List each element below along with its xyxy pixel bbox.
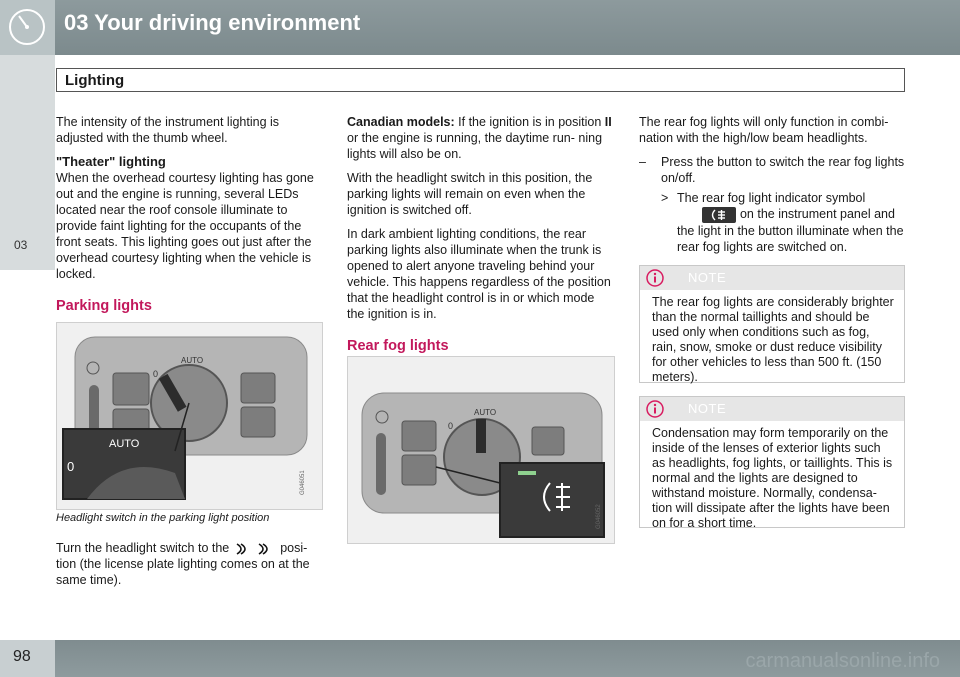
parking-light-symbol-icon: [233, 542, 277, 556]
parking-remain-text: With the headlight switch in this position, the parking lights will remain on even when the ignition is switched off.: [347, 171, 593, 217]
rear-fog-figure: [347, 356, 615, 544]
fog-function-text: The rear fog lights will only function in combi- nation with the high/low beam headlights.: [639, 115, 889, 145]
instrument-lighting-text: The intensity of the instrument lighting is adjusted with the thumb wheel.: [56, 115, 280, 145]
info-icon: [646, 269, 664, 287]
column-1: [56, 114, 324, 314]
fog-result-text: [677, 190, 907, 255]
parking-light-figure: [56, 322, 323, 510]
fog-step-text: Press the button to switch the rear fog lights on/off.: [661, 155, 905, 185]
chapter-icon-box: [0, 0, 55, 55]
parking-instruction-b: posi-: [280, 541, 308, 555]
section-header: [56, 68, 905, 92]
step-dash: –: [639, 155, 646, 169]
figure-zero-label: 0: [67, 459, 75, 474]
parking-instruction-c: tion (the license plate lighting comes on at the same time).: [56, 557, 310, 587]
figure-auto-label: AUTO: [109, 438, 140, 450]
parking-instruction-a: Turn the headlight switch to the: [56, 541, 230, 555]
note-header: [640, 397, 904, 421]
rear-parking-text: In dark ambient lighting conditions, the rear parking lights also illuminate when the trunk is opened to alert anyone traveling behind your vehicle. This happens regardless of the position that the headlight control is in or which mode the ignition is in.: [347, 227, 611, 321]
result-arrow: >: [661, 191, 669, 205]
side-tab-label: 03: [14, 238, 28, 252]
figure-code: G046051: [300, 470, 306, 495]
fog-result-text-a: The rear fog light indicator symbol: [677, 191, 866, 205]
canadian-models-text: [347, 114, 615, 162]
canadian-label: Canadian models:: [347, 115, 455, 129]
note-header: [640, 266, 904, 290]
column-3: [639, 114, 907, 255]
rear-fog-heading: Rear fog lights: [347, 338, 449, 354]
ignition-position-label: II: [604, 115, 612, 129]
parking-instruction: [56, 540, 324, 588]
page-number: 98: [13, 648, 31, 665]
fog-figure-code: G046052: [596, 504, 602, 529]
figure-caption: Headlight switch in the parking light position: [56, 512, 270, 524]
watermark: carmanualsonline.info: [745, 650, 940, 672]
parking-lights-heading: Parking lights: [56, 298, 152, 314]
note-title: NOTE: [688, 270, 727, 285]
rear-fog-indicator-icon: [702, 207, 736, 223]
canadian-text-a: If the ignition is in position: [458, 115, 602, 129]
fog-figure-zero-label: 0: [448, 421, 454, 431]
fog-figure-auto-label: AUTO: [474, 408, 497, 417]
rear-fog-switch-illustration: [348, 357, 614, 543]
headlight-switch-illustration: [57, 323, 322, 509]
column-2: [347, 114, 615, 354]
note-body: Condensation may form temporarily on the inside of the lenses of exterior lights such as headlights, fog lights, or taillights. This is normal and the lights are designed to withstand moisture. Normally, condensa- tion will dissipate after the lights have been on for a short time.: [652, 426, 893, 530]
theater-text: When the overhead courtesy lighting has gone out and the engine is running, several LEDs located near the roof console illuminate to provide faint lighting for the occupants of the front seats. This lighting goes out just after the overhead courtesy lighting when the vehicle is locked.: [56, 171, 314, 281]
note-body: The rear fog lights are considerably brighter than the normal taillights and should be used only when conditions such as fog, rain, snow, smoke or dust reduce visibility for other vehicles to less than 500 ft. (150 meters).: [652, 295, 894, 384]
canadian-text-b: or the engine is running, the daytime run- ning lights will also be on.: [347, 131, 603, 161]
chapter-side-tab: [0, 55, 55, 270]
info-icon: [646, 400, 664, 418]
figure-zero-label-small: 0: [153, 369, 159, 379]
chapter-title: 03 Your driving environment: [64, 10, 361, 35]
note-title: NOTE: [688, 401, 727, 416]
gauge-icon: [0, 0, 55, 55]
fog-step: [639, 154, 907, 186]
figure-auto-label-small: AUTO: [181, 356, 204, 365]
note-fog-brightness: [639, 265, 905, 383]
section-title: Lighting: [65, 72, 125, 89]
fog-result: [661, 190, 907, 255]
note-condensation: [639, 396, 905, 528]
theater-heading: "Theater" lighting: [56, 154, 166, 169]
fog-result-text-b: on the instrument panel and the light in the button illuminate when the rear fog lights are switched on.: [677, 207, 904, 254]
